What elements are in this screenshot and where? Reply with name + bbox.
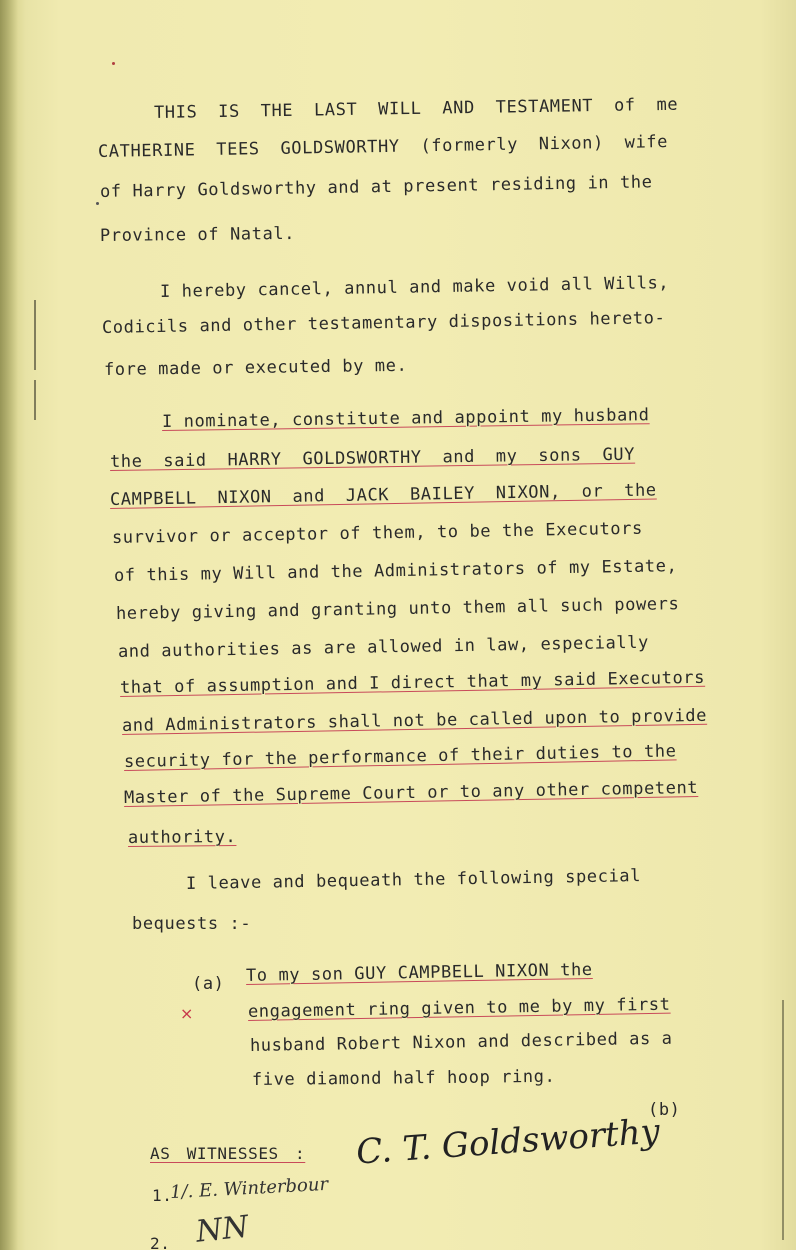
text-line: husband Robert Nixon and described as a [249, 1028, 673, 1056]
page-edge [782, 1000, 784, 1240]
text-line: survivor or acceptor of them, to be the Executors [111, 518, 644, 548]
text-line: I nominate, constitute and appoint my husband [161, 405, 650, 432]
binding-shadow [0, 0, 18, 1250]
bequest-marker: (a) [192, 974, 225, 994]
text-line: I hereby cancel, annul and make void all Wills, [159, 273, 670, 302]
margin-mark [34, 300, 36, 370]
text-line: THIS IS THE LAST WILL AND TESTAMENT of me [153, 94, 679, 123]
text-line: of Harry Goldsworthy and at present residing in the [99, 172, 653, 202]
text-line: CAMPBELL NIXON and JACK BAILEY NIXON, or the [109, 480, 657, 510]
ink-dot [112, 62, 115, 65]
witness-signature: NN [194, 1209, 251, 1250]
witness-signature: 1/. E. Winterbour [169, 1173, 329, 1204]
text-line: CATHERINE TEES GOLDSWORTHY (formerly Nixon) wife [97, 132, 669, 162]
text-line: Master of the Supreme Court or to any other competent [123, 777, 699, 808]
bequest-marker: (b) [648, 1100, 681, 1120]
text-line: security for the performance of their duties to the [123, 741, 677, 772]
margin-mark [34, 380, 36, 420]
text-line: Codicils and other testamentary dispositions hereto- [101, 308, 666, 338]
red-tick-mark: × [180, 1004, 194, 1023]
text-line: engagement ring given to me by my first [247, 994, 671, 1022]
witness-number: 2. [150, 1234, 171, 1250]
witness-number: 1. [152, 1186, 173, 1205]
text-line: I leave and bequeath the following special [185, 866, 642, 894]
text-line: that of assumption and I direct that my said Executors [119, 667, 706, 698]
testator-signature: C. T. Goldsworthy [354, 1111, 662, 1173]
text-line: the said HARRY GOLDSWORTHY and my sons GUY [109, 444, 636, 472]
text-line: five diamond half hoop ring. [251, 1066, 556, 1090]
ink-dot [96, 202, 99, 205]
text-line: To my son GUY CAMPBELL NIXON the [245, 959, 593, 986]
text-line: and authorities as are allowed in law, especially [117, 632, 650, 662]
text-line: authority. [127, 827, 237, 848]
text-line: and Administrators shall not be called upon to provide [121, 705, 708, 736]
text-line: of this my Will and the Administrators of my Estate, [113, 556, 678, 586]
text-line: fore made or executed by me. [103, 355, 408, 380]
text-line: hereby giving and granting unto them all such powers [115, 594, 680, 624]
witnesses-label: AS WITNESSES : [150, 1144, 306, 1163]
text-line: bequests :- [132, 914, 252, 934]
text-line: Province of Natal. [99, 223, 296, 246]
